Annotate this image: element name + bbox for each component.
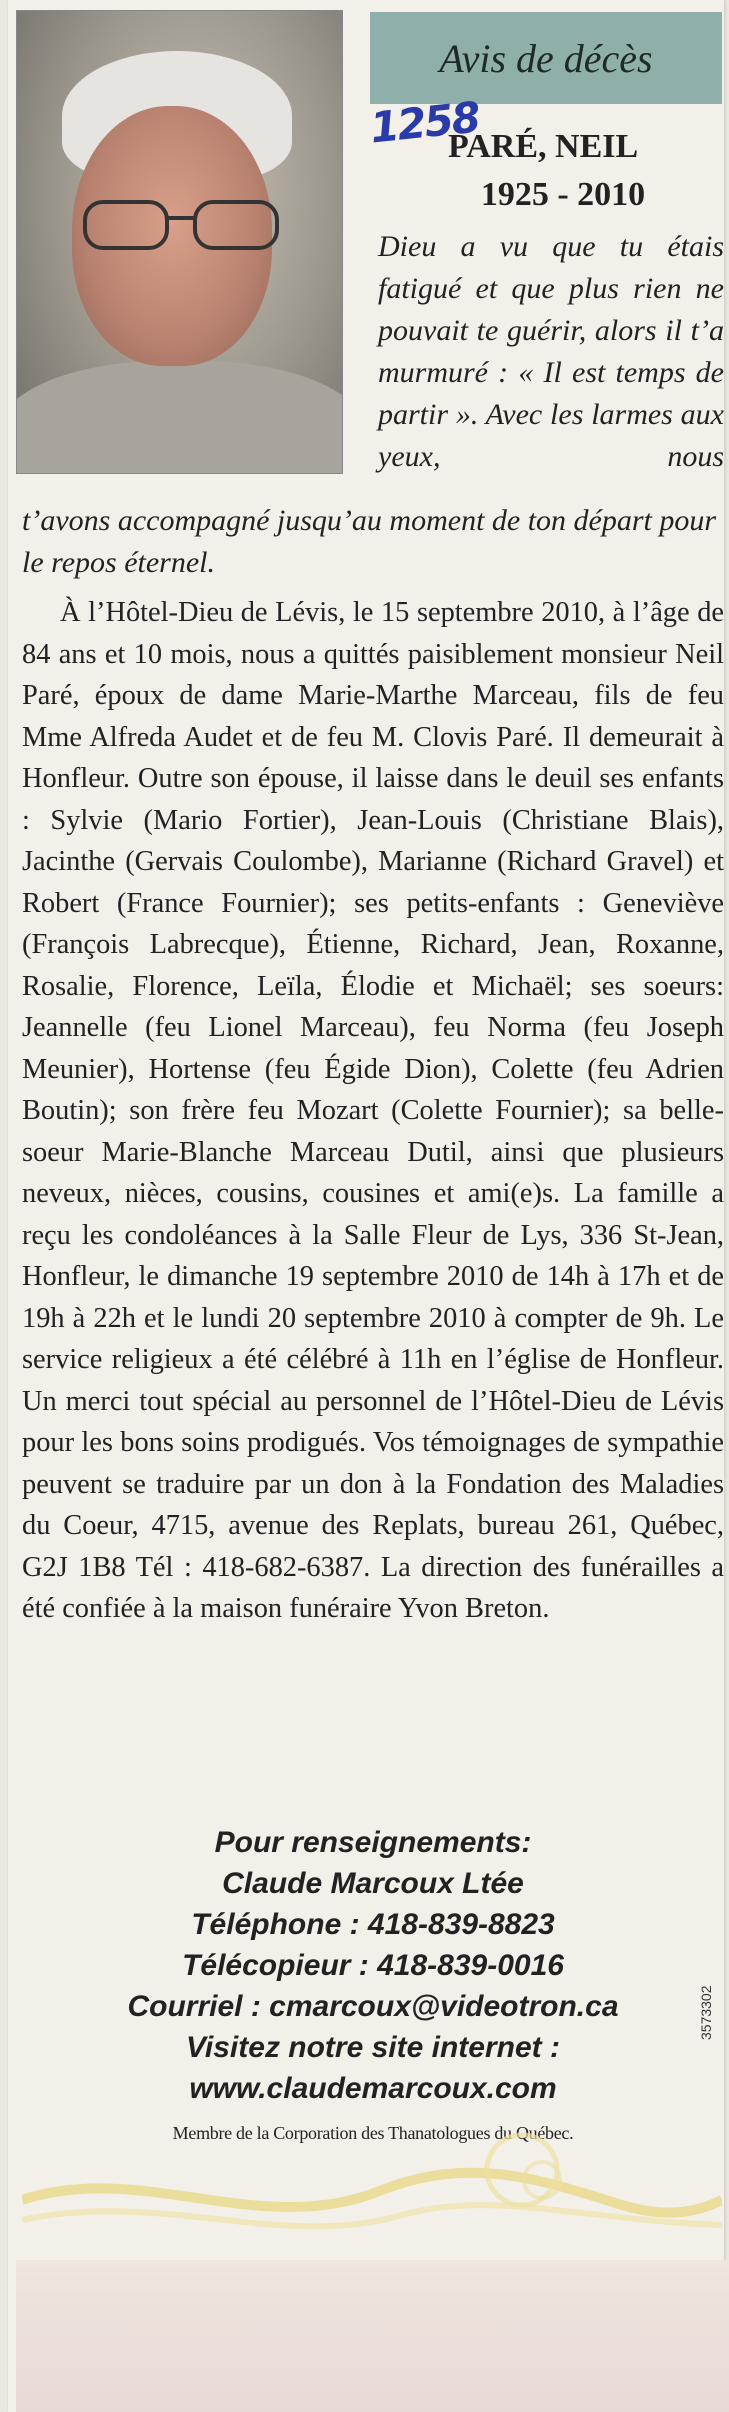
- header-band: [370, 12, 722, 104]
- obituary-text: À l’Hôtel-Dieu de Lévis, le 15 septembre 2010, à l’âge de 84 ans et 10 mois, nous a quittés paisiblement monsieur Neil Paré, époux de dame Marie-Marthe Marceau, fils de feu Mme Alfreda Audet et de feu M. Clovis Paré. Il demeurait à Honfleur. Outre son épouse, il laisse dans le deuil ses enfants : Sylvie (Mario Fortier), Jean-Louis (Christiane Blais), Jacinthe (Gervais Coulombe), Marianne (Richard Gravel) et Robert (France Fournier); ses petits-enfants : Geneviève (François Labrecque), Étienne, Richard, Jean, Roxanne, Rosalie, Florence, Leïla, Élodie et Michaël; ses soeurs: Jeannelle (feu Lionel Marceau), feu Norma (feu Joseph Meunier), Hortense (feu Égide Dion), Colette (feu Adrien Boutin); son frère feu Mozart (Colette Fournier); sa belle-soeur Marie-Blanche Marceau Dutil, ainsi que plusieurs neveux, nièces, cousins, cousines et ami(e)s. La famille a reçu les condoléances à la Salle Fleur de Lys, 336 St-Jean, Honfleur, le dimanche 19 septembre 2010 de 14h à 17h et de 19h à 22h et le lundi 20 septembre 2010 à compter de 9h. Le service religieux a été célébré à 11h en l’église de Honfleur. Un merci tout spécial au personnel de l’Hôtel-Dieu de Lévis pour les bons soins prodigués. Vos témoignages de sympathie peuvent se traduire par un don à la Fondation des Maladies du Coeur, 4715, avenue des Replats, bureau 261, Québec, G2J 1B8 Tél : 418-682-6387. La direction des funérailles a été confiée à la maison funéraire Yvon Breton.: [22, 597, 724, 1624]
- info-heading: Pour renseignements:: [214, 1826, 532, 1859]
- glasses-icon: [77, 196, 287, 256]
- decorative-swirl: [22, 2120, 722, 2260]
- website-label: Visitez notre site internet :: [186, 2031, 560, 2064]
- funeral-home-phone: Téléphone : 418-839-8823: [191, 1908, 555, 1941]
- header-label: Avis de décès: [439, 35, 653, 81]
- deceased-name: PARÉ, NEIL: [448, 128, 639, 165]
- funeral-home-name: Claude Marcoux Ltée: [222, 1867, 524, 1900]
- portrait-shoulders: [16, 361, 343, 474]
- ad-number: 3573302: [698, 1985, 714, 2040]
- poem-part-2: t’avons accompagné jusqu’au moment de ton départ pour le repos éternel.: [22, 504, 717, 579]
- website-url: www.claudemarcoux.com: [189, 2072, 557, 2105]
- deceased-years: 1925 - 2010: [480, 176, 646, 213]
- membership-note: Membre de la Corporation des Thanatologues du Québec.: [172, 2123, 574, 2143]
- obituary-clipping: [8, 0, 724, 2412]
- funeral-home-fax: Télécopieur : 418-839-0016: [182, 1949, 564, 1982]
- paper-bottom-area: [16, 2260, 729, 2412]
- funeral-home-info: [22, 1822, 724, 2144]
- funeral-home-email: Courriel : cmarcoux@videotron.ca: [127, 1990, 619, 2023]
- poem-part-1: Dieu a vu que tu étais fatigué et que plus rien ne pouvait te guérir, alors il t’a murmuré : « Il est temps de partir ». Avec les larmes aux yeux, nous: [378, 230, 724, 473]
- handwritten-number: 1258: [367, 92, 482, 153]
- portrait-photo: [16, 10, 343, 474]
